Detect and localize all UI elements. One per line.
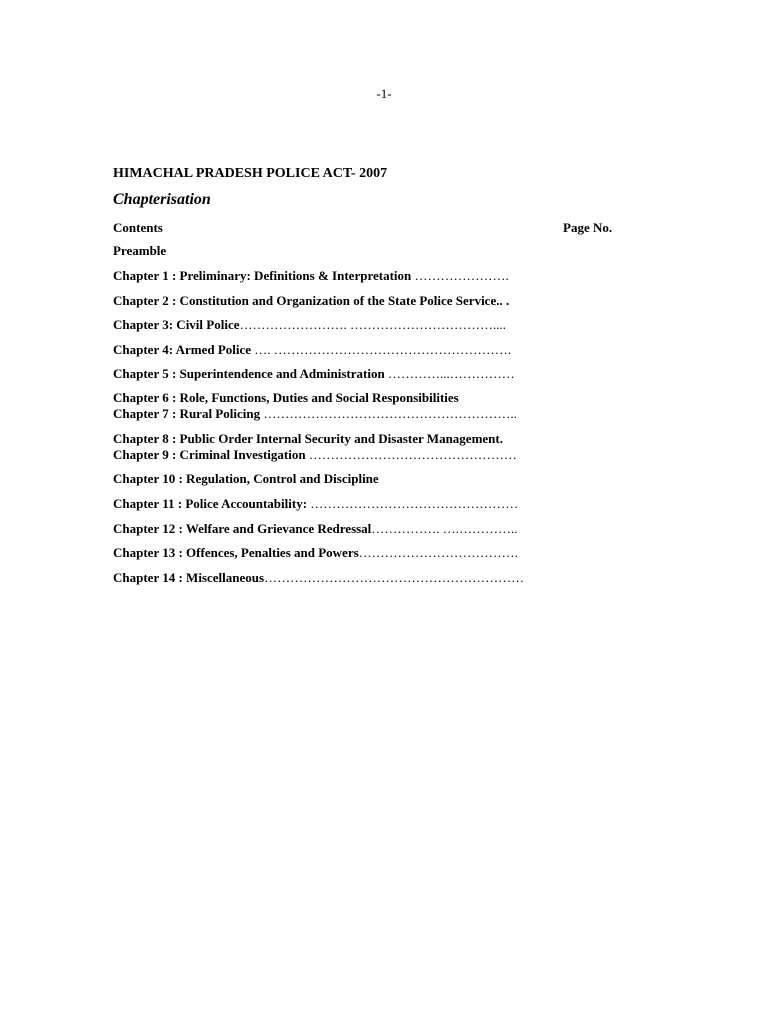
toc-entry-chapter-5 — [113, 366, 515, 382]
toc-leader: …………...…………… — [384, 366, 515, 381]
preamble-entry: Preamble — [113, 243, 167, 258]
toc-entry-label: Chapter 10 : Regulation, Control and Discipline — [113, 471, 379, 486]
toc-entry-chapter-14 — [113, 570, 524, 586]
toc-entry-label: Chapter 8 : Public Order Internal Security and Disaster Management. — [113, 431, 503, 446]
toc-entry-label: Chapter 3: Civil Police — [113, 317, 240, 332]
toc-entry-chapter-2 — [113, 293, 509, 309]
toc-entry-chapter-3 — [113, 317, 506, 333]
toc-entry-label: Chapter 7 : Rural Policing — [113, 406, 261, 421]
toc-entry-label: Chapter 5 : Superintendence and Administration — [113, 366, 385, 381]
toc-entry-chapter-11 — [113, 496, 518, 512]
toc-leader: …………………………………………………… — [264, 570, 525, 585]
toc-entry-label: Chapter 2 : Constitution and Organization of the State Police Service.. . — [113, 293, 510, 308]
toc-entry-chapter-1 — [113, 268, 509, 284]
toc-leader: ………………………………………………….. — [260, 406, 517, 421]
toc-entry-label: Chapter 13 : Offences, Penalties and Powers — [113, 545, 359, 560]
document-subtitle: Chapterisation — [113, 191, 211, 208]
toc-entry-chapter-9 — [113, 447, 517, 463]
toc-entry-chapter-12 — [113, 521, 518, 537]
toc-entry-label: Chapter 9 : Criminal Investigation — [113, 447, 306, 462]
toc-entry-chapter-7 — [113, 406, 517, 422]
contents-label: Contents — [113, 220, 163, 235]
document-title: HIMACHAL PRADESH POLICE ACT- 2007 — [113, 166, 388, 181]
toc-entry-label: Chapter 12 : Welfare and Grievance Redressal — [113, 521, 372, 536]
toc-leader: ………………………………………… — [305, 447, 517, 462]
toc-entry-chapter-8 — [113, 431, 503, 447]
toc-leader: …. ………………………………………………. — [251, 342, 512, 357]
toc-entry-label: Chapter 14 : Miscellaneous — [113, 570, 265, 585]
toc-leader: ……………………. …………………………….... — [239, 317, 506, 332]
toc-entry-label: Chapter 6 : Role, Functions, Duties and Social Responsibilities — [113, 390, 459, 405]
page-no-header: Page No. — [563, 220, 613, 235]
toc-entry-chapter-4 — [113, 342, 511, 358]
toc-entry-chapter-10 — [113, 471, 379, 487]
toc-entry-label: Chapter 1 : Preliminary: Definitions & Interpretation — [113, 268, 412, 283]
toc-leader: ……………. ….………….. — [371, 521, 518, 536]
page-number: -1- — [376, 86, 392, 101]
toc-entry-chapter-6 — [113, 390, 459, 406]
toc-entry-label: Chapter 4: Armed Police — [113, 342, 252, 357]
toc-leader: ………………………………. — [358, 545, 518, 560]
toc-leader: …………………. — [411, 268, 509, 283]
toc-leader: ………………………………………… — [307, 496, 519, 511]
toc-entry-label: Chapter 11 : Police Accountability: — [113, 496, 308, 511]
toc-entry-chapter-13 — [113, 545, 518, 561]
